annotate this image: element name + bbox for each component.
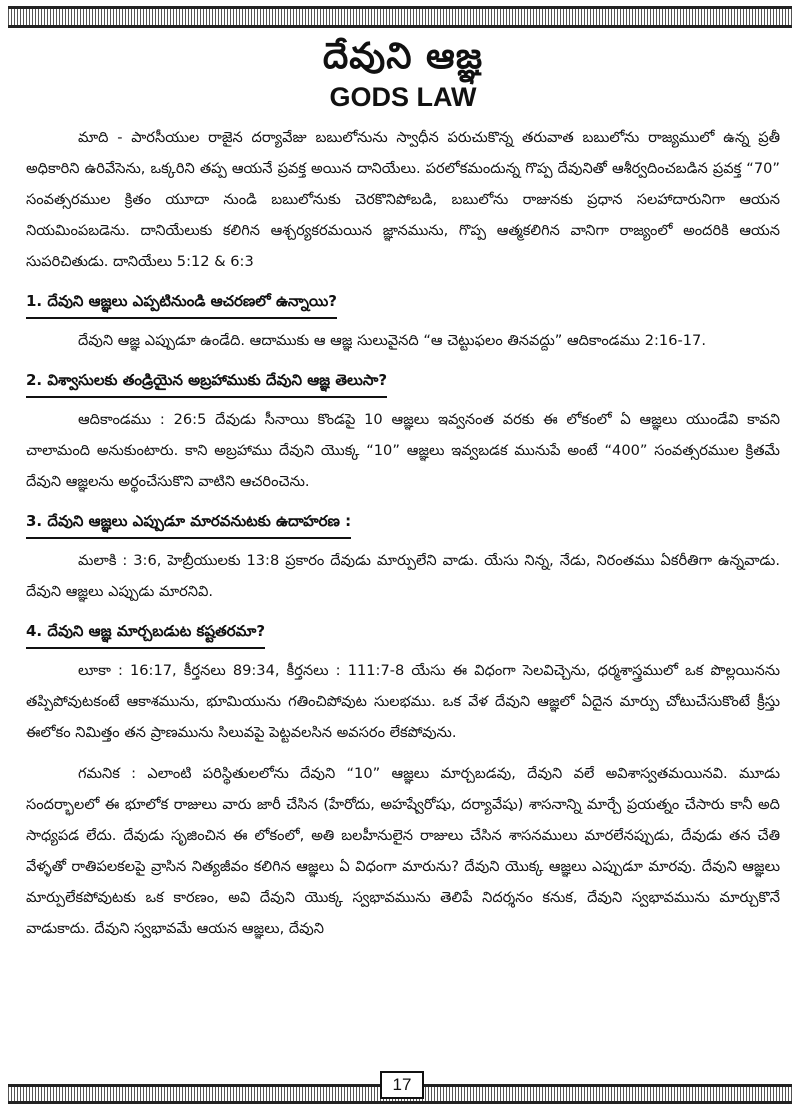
section-paragraph: ఆదికాండము : 26:5 దేవుడు సీనాయి కొండపై 10 ఆజ్ఞలు ఇవ్వనంత వరకు ఈ లోకంలో ఏ ఆజ్ఞలు యుండేవి కావని చాలామంది అనుకుంటారు. కాని అబ్రహాము దేవుని యొక్క “10” ఆజ్ఞలు ఇవ్వబడక మునుపే అంటే “400” సంవత్సరముల క్రితమే దేవుని ఆజ్ఞలను అర్థంచేసుకొని వాటిని ఆచరించెను. — [26, 411, 780, 490]
section-4 — [26, 607, 780, 944]
page-title-english: GODS LAW — [329, 82, 477, 112]
section-paragraph: మలాకి : 3:6, హెబ్రీయులకు 13:8 ప్రకారం దేవుడు మార్పులేని వాడు. యేసు నిన్న, నేడు, నిరంతము ఏకరీతిగా ఉన్నవాడు. దేవుని ఆజ్ఞలు ఎప్పుడు మారనివి. — [26, 552, 780, 600]
section-paragraph: లూకా : 16:17, కీర్తనలు 89:34, కీర్తనలు : 111:7-8 యేసు ఈ విధంగా సెలవిచ్చెను, ధర్మశాస్త్రములో ఒక పొల్లయినను తప్పిపోవుటకంటే ఆకాశమును, భూమియును గతించిపోవుట సులభము. ఒక వేళ దేవుని ఆజ్ఞలో ఏదైన మార్పు చోటుచేసుకొంటే క్రీస్తు ఈలోకం నిమిత్తం తన ప్రాణమును సిలువపై పెట్టవలసిన అవసరం లేకపోవును. — [26, 662, 780, 741]
section-heading: 1. దేవుని ఆజ్ఞలు ఎప్పటినుండి ఆచరణలో ఉన్నాయి? — [26, 287, 337, 319]
section-3 — [26, 497, 780, 607]
page-number: 17 — [380, 1071, 424, 1099]
page-content — [26, 34, 780, 944]
intro-paragraph: మాది - పారసీయుల రాజైన దర్యావేజు బబులోనును స్వాధీన పరుచుకొన్న తరువాత బబులోను రాజ్యములో ఉన్న ప్రతీ అధికారిని ఉరివేసెను, ఒక్కరిని తప్ప ఆయనే ప్రవక్త అయిన దానియేలు. పరలోకమందున్న గొప్ప దేవునితో ఆశీర్వదించబడిన ప్రవక్త “70” సంవత్సరముల క్రితం యూదా నుండి బబులోనుకు చెరకొనిపోబడి, బబులోను రాజునకు ప్రధాన సలహాదారునిగా ఆయన నియమింపబడెను. దానియేలుకు కలిగిన ఆశ్చర్యకరమయిన జ్ఞానమును, గొప్ప ఆత్మకలిగిన వానిగా రాజ్యంలో అందరికి ఆయన సుపరిచితుడు. దానియేలు 5:12 & 6:3 — [26, 129, 780, 270]
section-heading: 3. దేవుని ఆజ్ఞలు ఎప్పుడూ మారవనుటకు ఉదాహరణ : — [26, 507, 351, 539]
section-heading: 2. విశ్వాసులకు తండ్రియైన అబ్రహాముకు దేవుని ఆజ్ఞ తెలుసా? — [26, 366, 387, 398]
top-border-rule — [8, 6, 792, 28]
note-paragraph: గమనిక : ఎలాంటి పరిస్థితులలోను దేవుని “10” ఆజ్ఞలు మార్చబడవు, దేవుని వలే అవిశాస్వతమయినవి. మూడు సందర్భాలలో ఈ భూలోక రాజులు వారు జారీ చేసిన (హేరోదు, అహష్వేరోషు, దర్యావేషు) శాసనాన్ని మార్చే ప్రయత్నం చేసారు కానీ అది సాధ్యపడ లేదు. దేవుడు సృజించిన ఈ లోకంలో, అతి బలహీనులైన రాజులు చేసిన శాసనములు మారలేనప్పుడు, దేవుడు తన చేతి వేళ్ళతో రాతిపలకలపై వ్రాసిన నిత్యజీవం కలిగిన ఆజ్ఞలు ఏ విధంగా మారును? దేవుని యొక్క ఆజ్ఞలు ఎప్పుడూ మారవు. దేవుని ఆజ్ఞలు మార్పులేకపోవుటకు ఒక కారణం, అవి దేవుని యొక్క స్వభావమును తెలిపే నిదర్శనం కనుక, దేవుని స్వభావమును మార్చుకొనే వాడుకాదు. దేవుని స్వభావమే ఆయన ఆజ్ఞలు, దేవుని — [26, 765, 780, 937]
section-paragraph: దేవుని ఆజ్ఞ ఎప్పుడూ ఉండేది. ఆదాముకు ఆ ఆజ్ఞ సులువైనది “ఆ చెట్టుఫలం తినవద్దు” ఆదికాండము 2:16-17. — [78, 332, 706, 349]
section-heading: 4. దేవుని ఆజ్ఞ మార్చబడుట కష్టతరమా? — [26, 617, 265, 649]
section-1 — [26, 277, 780, 356]
page-title-telugu: దేవుని ఆజ్ఞ — [322, 36, 484, 77]
section-2 — [26, 356, 780, 497]
